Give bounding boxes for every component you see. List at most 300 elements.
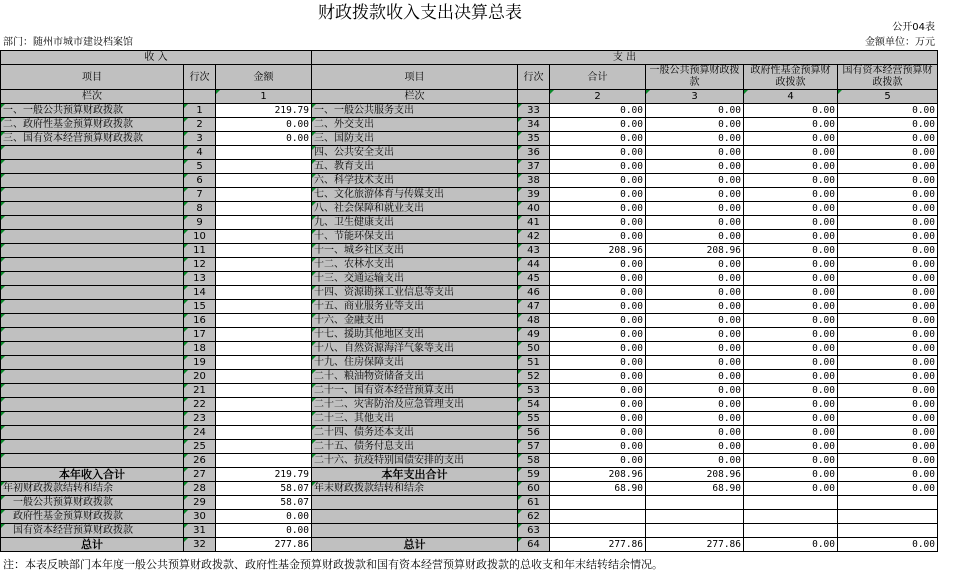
expense-total: 0.00 bbox=[550, 258, 646, 272]
table-row bbox=[1, 384, 938, 398]
expense-seq: 46 bbox=[518, 286, 550, 300]
table-row bbox=[1, 230, 938, 244]
blank-cell bbox=[550, 510, 646, 524]
expense-gov-fund: 0.00 bbox=[744, 132, 838, 146]
expense-seq: 50 bbox=[518, 342, 550, 356]
expense-seq: 39 bbox=[518, 188, 550, 202]
expense-seq: 37 bbox=[518, 160, 550, 174]
grand-total-income-seq: 32 bbox=[184, 538, 216, 552]
expense-item-name: 三、国防支出 bbox=[312, 132, 518, 146]
income-total-seq: 27 bbox=[184, 468, 216, 482]
income-amount bbox=[216, 160, 312, 174]
unit-label: 金额单位：万元 bbox=[865, 37, 935, 48]
table-row bbox=[1, 216, 938, 230]
expense-state-capital: 0.00 bbox=[838, 272, 938, 286]
expense-seq-header: 行次 bbox=[518, 65, 550, 90]
table-row bbox=[1, 174, 938, 188]
expense-general: 0.00 bbox=[646, 286, 744, 300]
expense-general: 208.96 bbox=[646, 244, 744, 258]
expense-gov-fund: 0.00 bbox=[744, 104, 838, 118]
expense-total: 0.00 bbox=[550, 342, 646, 356]
expense-gov-fund: 0.00 bbox=[744, 160, 838, 174]
expense-total: 0.00 bbox=[550, 440, 646, 454]
opening-sub-amount: 0.00 bbox=[216, 510, 312, 524]
income-seq: 5 bbox=[184, 160, 216, 174]
table-row bbox=[1, 524, 938, 538]
expense-general: 0.00 bbox=[646, 132, 744, 146]
expense-item-name: 五、教育支出 bbox=[312, 160, 518, 174]
expense-seq: 51 bbox=[518, 356, 550, 370]
income-seq: 14 bbox=[184, 286, 216, 300]
income-seq: 21 bbox=[184, 384, 216, 398]
income-seq: 17 bbox=[184, 328, 216, 342]
lanci-label: 栏次 bbox=[312, 90, 518, 104]
expense-seq: 44 bbox=[518, 258, 550, 272]
lanci-label: 栏次 bbox=[1, 90, 184, 104]
blank-cell bbox=[646, 524, 744, 538]
table-row bbox=[1, 454, 938, 468]
income-seq: 15 bbox=[184, 300, 216, 314]
col-number-1: 1 bbox=[216, 90, 312, 104]
expense-general: 0.00 bbox=[646, 440, 744, 454]
opening-sub-seq: 29 bbox=[184, 496, 216, 510]
expense-total: 0.00 bbox=[550, 426, 646, 440]
income-amount bbox=[216, 272, 312, 286]
table-row bbox=[1, 132, 938, 146]
income-item-name bbox=[1, 412, 184, 426]
income-seq: 7 bbox=[184, 188, 216, 202]
expense-general: 0.00 bbox=[646, 300, 744, 314]
expense-total: 0.00 bbox=[550, 160, 646, 174]
opening-sub-name: 国有资本经营预算财政拨款 bbox=[1, 524, 184, 538]
expense-sub-seq: 61 bbox=[518, 496, 550, 510]
expense-general: 0.00 bbox=[646, 258, 744, 272]
expense-item-name: 十一、城乡社区支出 bbox=[312, 244, 518, 258]
expense-gov-fund: 0.00 bbox=[744, 202, 838, 216]
department-label: 部门：随州市城市建设档案馆 bbox=[3, 37, 133, 48]
income-seq: 19 bbox=[184, 356, 216, 370]
form-number: 公开04表 bbox=[892, 22, 935, 33]
income-item-name: 二、政府性基金预算财政拨款 bbox=[1, 118, 184, 132]
income-item-name bbox=[1, 314, 184, 328]
expense-general: 0.00 bbox=[646, 230, 744, 244]
expense-seq: 54 bbox=[518, 398, 550, 412]
expense-gov-fund: 0.00 bbox=[744, 300, 838, 314]
income-amount bbox=[216, 398, 312, 412]
income-amount bbox=[216, 216, 312, 230]
expense-seq: 52 bbox=[518, 370, 550, 384]
income-item-name bbox=[1, 342, 184, 356]
expense-total: 0.00 bbox=[550, 104, 646, 118]
blank-cell bbox=[744, 496, 838, 510]
expense-item-name: 十三、交通运输支出 bbox=[312, 272, 518, 286]
income-amount bbox=[216, 426, 312, 440]
income-item-name bbox=[1, 454, 184, 468]
opening-sub-seq: 31 bbox=[184, 524, 216, 538]
expense-state-capital: 0.00 bbox=[838, 216, 938, 230]
expense-gov-fund: 0.00 bbox=[744, 384, 838, 398]
income-item-name bbox=[1, 174, 184, 188]
opening-sub-amount: 58.07 bbox=[216, 496, 312, 510]
expense-item-name: 十五、商业服务业等支出 bbox=[312, 300, 518, 314]
income-amount bbox=[216, 174, 312, 188]
info-bar bbox=[0, 36, 935, 50]
expense-general: 0.00 bbox=[646, 216, 744, 230]
blank-cell bbox=[550, 524, 646, 538]
income-amount bbox=[216, 202, 312, 216]
table-row bbox=[1, 314, 938, 328]
expense-general: 0.00 bbox=[646, 202, 744, 216]
expense-seq: 53 bbox=[518, 384, 550, 398]
opening-sub-amount: 0.00 bbox=[216, 524, 312, 538]
expense-item-name: 十二、农林水支出 bbox=[312, 258, 518, 272]
expense-seq: 35 bbox=[518, 132, 550, 146]
expense-total-label: 本年支出合计 bbox=[312, 468, 518, 482]
opening-sub-name: 一般公共预算财政拨款 bbox=[1, 496, 184, 510]
expense-total: 0.00 bbox=[550, 412, 646, 426]
expense-general: 0.00 bbox=[646, 426, 744, 440]
income-amount bbox=[216, 328, 312, 342]
income-item-name: 一、一般公共预算财政拨款 bbox=[1, 104, 184, 118]
income-seq: 25 bbox=[184, 440, 216, 454]
table-row bbox=[1, 258, 938, 272]
expense-state-capital: 0.00 bbox=[838, 384, 938, 398]
expense-gov-fund: 0.00 bbox=[744, 286, 838, 300]
expense-general: 0.00 bbox=[646, 104, 744, 118]
table-row bbox=[1, 426, 938, 440]
income-item-name bbox=[1, 272, 184, 286]
opening-label: 年初财政拨款结转和结余 bbox=[1, 482, 184, 496]
expense-total-header: 合计 bbox=[550, 65, 646, 90]
expense-gov-fund: 0.00 bbox=[744, 440, 838, 454]
expense-item-name: 四、公共安全支出 bbox=[312, 146, 518, 160]
expense-total-gov-fund: 0.00 bbox=[744, 468, 838, 482]
income-seq: 9 bbox=[184, 216, 216, 230]
expense-gov-fund: 0.00 bbox=[744, 370, 838, 384]
expense-total: 0.00 bbox=[550, 398, 646, 412]
grand-total-expense-seq: 64 bbox=[518, 538, 550, 552]
expense-seq: 45 bbox=[518, 272, 550, 286]
income-seq: 24 bbox=[184, 426, 216, 440]
expense-gov-fund: 0.00 bbox=[744, 454, 838, 468]
expense-gov-fund: 0.00 bbox=[744, 188, 838, 202]
table-row bbox=[1, 510, 938, 524]
expense-total: 0.00 bbox=[550, 216, 646, 230]
expense-state-capital: 0.00 bbox=[838, 286, 938, 300]
income-section-header: 收 入 bbox=[1, 51, 312, 65]
expense-total: 0.00 bbox=[550, 174, 646, 188]
expense-state-capital: 0.00 bbox=[838, 398, 938, 412]
income-amount bbox=[216, 454, 312, 468]
expense-total-general: 208.96 bbox=[646, 468, 744, 482]
income-amount bbox=[216, 440, 312, 454]
income-amount bbox=[216, 258, 312, 272]
expense-item-name: 二十、粮油物资储备支出 bbox=[312, 370, 518, 384]
income-seq: 20 bbox=[184, 370, 216, 384]
expense-gov-fund: 0.00 bbox=[744, 258, 838, 272]
table-row bbox=[1, 328, 938, 342]
expense-general: 0.00 bbox=[646, 118, 744, 132]
expense-seq: 57 bbox=[518, 440, 550, 454]
opening-sub-seq: 30 bbox=[184, 510, 216, 524]
expense-general: 0.00 bbox=[646, 314, 744, 328]
income-item-name bbox=[1, 216, 184, 230]
table-row bbox=[1, 160, 938, 174]
expense-item-name: 十七、援助其他地区支出 bbox=[312, 328, 518, 342]
grand-total-total: 277.86 bbox=[550, 538, 646, 552]
expense-total: 0.00 bbox=[550, 202, 646, 216]
blank-cell bbox=[646, 496, 744, 510]
expense-total: 0.00 bbox=[550, 146, 646, 160]
expense-gov-fund: 0.00 bbox=[744, 412, 838, 426]
income-item-name bbox=[1, 300, 184, 314]
expense-gov-fund: 0.00 bbox=[744, 328, 838, 342]
expense-general: 0.00 bbox=[646, 370, 744, 384]
closing-state-capital: 0.00 bbox=[838, 482, 938, 496]
income-item-name: 三、国有资本经营预算财政拨款 bbox=[1, 132, 184, 146]
income-amount bbox=[216, 300, 312, 314]
income-item-name bbox=[1, 258, 184, 272]
expense-general: 0.00 bbox=[646, 412, 744, 426]
table-row bbox=[1, 244, 938, 258]
opening-seq: 28 bbox=[184, 482, 216, 496]
expense-sub-seq: 62 bbox=[518, 510, 550, 524]
expense-item-name: 九、卫生健康支出 bbox=[312, 216, 518, 230]
income-amount-header: 金额 bbox=[216, 65, 312, 90]
col-number-5: 5 bbox=[838, 90, 938, 104]
table-row bbox=[1, 104, 938, 118]
expense-state-capital: 0.00 bbox=[838, 328, 938, 342]
blank-cell bbox=[838, 524, 938, 538]
expense-state-capital: 0.00 bbox=[838, 244, 938, 258]
income-amount bbox=[216, 314, 312, 328]
income-seq: 4 bbox=[184, 146, 216, 160]
totals-row bbox=[1, 468, 938, 482]
expense-blank bbox=[312, 524, 518, 538]
expense-seq: 48 bbox=[518, 314, 550, 328]
expense-total-seq: 59 bbox=[518, 468, 550, 482]
table-row bbox=[1, 272, 938, 286]
income-item-name bbox=[1, 356, 184, 370]
income-amount bbox=[216, 188, 312, 202]
expense-state-capital: 0.00 bbox=[838, 300, 938, 314]
expense-state-capital: 0.00 bbox=[838, 202, 938, 216]
income-seq: 12 bbox=[184, 258, 216, 272]
gov-fund-header: 政府性基金预算财政拨款 bbox=[744, 65, 838, 90]
lanci-blank bbox=[184, 90, 216, 104]
footnote: 注：本表反映部门本年度一般公共预算财政拨款、政府性基金预算财政拨款和国有资本经营预算财政拨款的总收支和年末结转结余情况。 bbox=[3, 558, 663, 571]
expense-state-capital: 0.00 bbox=[838, 412, 938, 426]
blank-cell bbox=[838, 510, 938, 524]
expense-state-capital: 0.00 bbox=[838, 188, 938, 202]
expense-item-name: 二十五、债务付息支出 bbox=[312, 440, 518, 454]
expense-seq: 43 bbox=[518, 244, 550, 258]
expense-gov-fund: 0.00 bbox=[744, 146, 838, 160]
table-row bbox=[1, 202, 938, 216]
blank-cell bbox=[646, 510, 744, 524]
expense-state-capital: 0.00 bbox=[838, 356, 938, 370]
expense-general: 0.00 bbox=[646, 356, 744, 370]
expense-total: 0.00 bbox=[550, 314, 646, 328]
expense-total: 0.00 bbox=[550, 230, 646, 244]
grand-total-state-capital: 0.00 bbox=[838, 538, 938, 552]
closing-total: 68.90 bbox=[550, 482, 646, 496]
col-number-4: 4 bbox=[744, 90, 838, 104]
income-total-label: 本年收入合计 bbox=[1, 468, 184, 482]
expense-general: 0.00 bbox=[646, 160, 744, 174]
grand-total-expense-label: 总计 bbox=[312, 538, 518, 552]
lanci-blank bbox=[518, 90, 550, 104]
income-seq: 2 bbox=[184, 118, 216, 132]
income-amount bbox=[216, 342, 312, 356]
expense-seq: 55 bbox=[518, 412, 550, 426]
income-seq: 16 bbox=[184, 314, 216, 328]
expense-seq: 36 bbox=[518, 146, 550, 160]
expense-gov-fund: 0.00 bbox=[744, 118, 838, 132]
income-item-name bbox=[1, 370, 184, 384]
expense-seq: 47 bbox=[518, 300, 550, 314]
income-seq: 13 bbox=[184, 272, 216, 286]
table-row bbox=[1, 188, 938, 202]
expense-gov-fund: 0.00 bbox=[744, 426, 838, 440]
expense-total: 0.00 bbox=[550, 188, 646, 202]
income-amount bbox=[216, 230, 312, 244]
income-seq: 18 bbox=[184, 342, 216, 356]
income-item-name bbox=[1, 244, 184, 258]
general-budget-header: 一般公共预算财政拨款 bbox=[646, 65, 744, 90]
expense-item-name: 十六、金融支出 bbox=[312, 314, 518, 328]
income-amount: 0.00 bbox=[216, 118, 312, 132]
expense-item-name: 十八、自然资源海洋气象等支出 bbox=[312, 342, 518, 356]
expense-item-name: 二十四、债务还本支出 bbox=[312, 426, 518, 440]
blank-cell bbox=[744, 510, 838, 524]
expense-state-capital: 0.00 bbox=[838, 440, 938, 454]
col-number-2: 2 bbox=[550, 90, 646, 104]
grand-total-row bbox=[1, 538, 938, 552]
expense-general: 0.00 bbox=[646, 272, 744, 286]
expense-item-name: 十九、住房保障支出 bbox=[312, 356, 518, 370]
income-seq: 22 bbox=[184, 398, 216, 412]
expense-state-capital: 0.00 bbox=[838, 314, 938, 328]
grand-total-general: 277.86 bbox=[646, 538, 744, 552]
expense-seq: 58 bbox=[518, 454, 550, 468]
expense-item-name: 六、科学技术支出 bbox=[312, 174, 518, 188]
income-item-name bbox=[1, 160, 184, 174]
table-row bbox=[1, 440, 938, 454]
income-item-name bbox=[1, 398, 184, 412]
expense-gov-fund: 0.00 bbox=[744, 230, 838, 244]
expense-gov-fund: 0.00 bbox=[744, 174, 838, 188]
income-seq: 26 bbox=[184, 454, 216, 468]
expense-total: 208.96 bbox=[550, 244, 646, 258]
expense-total: 0.00 bbox=[550, 300, 646, 314]
closing-general: 68.90 bbox=[646, 482, 744, 496]
income-total-amount: 219.79 bbox=[216, 468, 312, 482]
income-seq: 11 bbox=[184, 244, 216, 258]
expense-seq: 40 bbox=[518, 202, 550, 216]
expense-state-capital: 0.00 bbox=[838, 258, 938, 272]
expense-total: 0.00 bbox=[550, 370, 646, 384]
expense-item-name: 二十六、抗疫特别国债安排的支出 bbox=[312, 454, 518, 468]
expense-total: 0.00 bbox=[550, 272, 646, 286]
expense-general: 0.00 bbox=[646, 398, 744, 412]
income-amount bbox=[216, 384, 312, 398]
grand-total-income-label: 总计 bbox=[1, 538, 184, 552]
income-item-name bbox=[1, 146, 184, 160]
expense-state-capital: 0.00 bbox=[838, 132, 938, 146]
expense-item-name: 二十二、灾害防治及应急管理支出 bbox=[312, 398, 518, 412]
closing-label: 年末财政拨款结转和结余 bbox=[312, 482, 518, 496]
table-row bbox=[1, 412, 938, 426]
table-row bbox=[1, 300, 938, 314]
table-row bbox=[1, 118, 938, 132]
expense-general: 0.00 bbox=[646, 174, 744, 188]
expense-general: 0.00 bbox=[646, 328, 744, 342]
expense-seq: 38 bbox=[518, 174, 550, 188]
income-amount bbox=[216, 412, 312, 426]
expense-section-header: 支 出 bbox=[312, 51, 938, 65]
expense-state-capital: 0.00 bbox=[838, 146, 938, 160]
expense-sub-seq: 63 bbox=[518, 524, 550, 538]
table-row bbox=[1, 286, 938, 300]
expense-total: 0.00 bbox=[550, 118, 646, 132]
expense-gov-fund: 0.00 bbox=[744, 342, 838, 356]
expense-item-name: 八、社会保障和就业支出 bbox=[312, 202, 518, 216]
income-amount: 0.00 bbox=[216, 132, 312, 146]
blank-cell bbox=[744, 524, 838, 538]
income-amount bbox=[216, 244, 312, 258]
expense-gov-fund: 0.00 bbox=[744, 244, 838, 258]
income-item-name bbox=[1, 440, 184, 454]
expense-total: 0.00 bbox=[550, 286, 646, 300]
expense-state-capital: 0.00 bbox=[838, 426, 938, 440]
col-number-3: 3 bbox=[646, 90, 744, 104]
expense-state-capital: 0.00 bbox=[838, 370, 938, 384]
expense-item-header: 项目 bbox=[312, 65, 518, 90]
income-amount bbox=[216, 356, 312, 370]
income-item-name bbox=[1, 426, 184, 440]
expense-state-capital: 0.00 bbox=[838, 342, 938, 356]
income-item-name bbox=[1, 286, 184, 300]
expense-gov-fund: 0.00 bbox=[744, 272, 838, 286]
expense-seq: 56 bbox=[518, 426, 550, 440]
expense-general: 0.00 bbox=[646, 146, 744, 160]
fiscal-table bbox=[0, 50, 938, 552]
expense-total-total: 208.96 bbox=[550, 468, 646, 482]
expense-state-capital: 0.00 bbox=[838, 118, 938, 132]
grand-total-income-amount: 277.86 bbox=[216, 538, 312, 552]
expense-item-name: 十四、资源勘探工业信息等支出 bbox=[312, 286, 518, 300]
balance-row bbox=[1, 482, 938, 496]
income-amount bbox=[216, 146, 312, 160]
expense-state-capital: 0.00 bbox=[838, 174, 938, 188]
closing-seq: 60 bbox=[518, 482, 550, 496]
table-row bbox=[1, 398, 938, 412]
table-row bbox=[1, 342, 938, 356]
income-item-name bbox=[1, 328, 184, 342]
expense-item-name: 二、外交支出 bbox=[312, 118, 518, 132]
expense-item-name: 二十三、其他支出 bbox=[312, 412, 518, 426]
expense-gov-fund: 0.00 bbox=[744, 356, 838, 370]
expense-seq: 34 bbox=[518, 118, 550, 132]
expense-seq: 49 bbox=[518, 328, 550, 342]
expense-total-state-capital: 0.00 bbox=[838, 468, 938, 482]
expense-total: 0.00 bbox=[550, 132, 646, 146]
expense-gov-fund: 0.00 bbox=[744, 314, 838, 328]
income-seq: 8 bbox=[184, 202, 216, 216]
expense-blank bbox=[312, 510, 518, 524]
opening-amount: 58.07 bbox=[216, 482, 312, 496]
